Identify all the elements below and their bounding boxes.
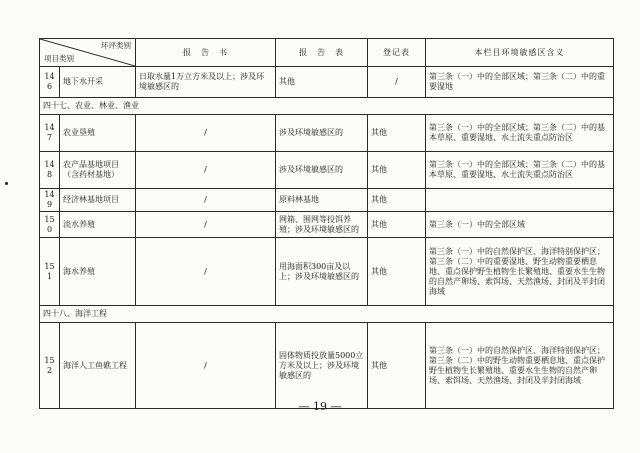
row-number: 146 [40, 67, 60, 98]
report-book-cell: / [136, 212, 276, 238]
sensitive-area-cell: 第三条（一）中的自然保护区、海洋特别保护区；第三条（二）中的野生动物重要栖息地、重点保护野生植物生长繁殖地、重要水生生物的自然产卵场、索饵场、天然渔场、封闭及半封闭海域 [426, 323, 614, 409]
register-cell: 其他 [368, 115, 426, 152]
table-header-row [40, 39, 614, 67]
row-number: 149 [40, 189, 60, 212]
report-book-cell: / [136, 189, 276, 212]
header-report-book: 报 告 书 [136, 39, 276, 67]
sensitive-area-cell: 第三条（一）中的全部区域；第三条（二）中的基本草原、重要湿地、水土流失重点防治区 [426, 115, 614, 152]
section-row [40, 306, 614, 323]
row-number: 151 [40, 238, 60, 306]
report-book-cell: / [136, 323, 276, 409]
table-row [40, 115, 614, 152]
sensitive-area-cell: 第三条（一）中的全部区域 [426, 212, 614, 238]
header-report-table: 报 告 表 [276, 39, 368, 67]
table-row [40, 152, 614, 189]
report-book-cell: 日取水量1万立方米及以上；涉及环境敏感区的 [136, 67, 276, 98]
sensitive-area-cell: 第三条（一）中的自然保护区、海洋特别保护区；第三条（二）中的重要湿地、野生动物重要栖息地、重点保护野生植物生长繁殖地、重要水生生物的自然产卵场、索饵场、天然渔场、封闭及半封闭海域 [426, 238, 614, 306]
report-book-cell: / [136, 115, 276, 152]
table-row [40, 323, 614, 409]
report-table-cell: 固体物质投放量5000立方米及以上；涉及环境敏感区的 [276, 323, 368, 409]
project-name: 经济林基地项目 [60, 189, 136, 212]
page-number: — 19 — [298, 400, 342, 413]
table-row [40, 212, 614, 238]
scan-speck [5, 182, 8, 185]
table-row [40, 67, 614, 98]
register-cell: 其他 [368, 189, 426, 212]
report-table-cell: 原料林基地 [276, 189, 368, 212]
report-book-cell: / [136, 152, 276, 189]
register-cell: / [368, 67, 426, 98]
register-cell: 其他 [368, 323, 426, 409]
table-row [40, 189, 614, 212]
report-table-cell: 涉及环境敏感区的 [276, 115, 368, 152]
report-table-cell: 其他 [276, 67, 368, 98]
project-name: 农业垦殖 [60, 115, 136, 152]
register-cell: 其他 [368, 152, 426, 189]
sensitive-area-cell: 第三条（一）中的全部区域；第三条（二）中的重要湿地 [426, 67, 614, 98]
section-title: 四十七、农业、林业、渔业 [40, 98, 614, 115]
project-name: 海洋人工鱼礁工程 [60, 323, 136, 409]
eia-category-table [39, 38, 614, 409]
report-table-cell: 用海面积300亩及以上；涉及环境敏感区的 [276, 238, 368, 306]
report-table-cell: 网箱、围网等投饵养殖；涉及环境敏感区的 [276, 212, 368, 238]
row-number: 148 [40, 152, 60, 189]
table-row [40, 238, 614, 306]
header-register: 登记表 [368, 39, 426, 67]
diagonal-header-cell [40, 39, 136, 67]
row-number: 147 [40, 115, 60, 152]
section-row [40, 98, 614, 115]
project-name: 淡水养殖 [60, 212, 136, 238]
register-cell: 其他 [368, 238, 426, 306]
header-sensitive-area: 本栏目环境敏感区含义 [426, 39, 614, 67]
header-eia-category: 环评类别 [101, 41, 131, 50]
project-name: 地下水开采 [60, 67, 136, 98]
row-number: 152 [40, 323, 60, 409]
sensitive-area-cell: 第三条（一）中的全部区域；第三条（二）中的基本草原、重要湿地、水土流失重点防治区 [426, 152, 614, 189]
header-project-category: 项目类别 [44, 54, 74, 63]
project-name: 农产品基地项目（含药材基地） [60, 152, 136, 189]
project-name: 海水养殖 [60, 238, 136, 306]
register-cell: 其他 [368, 212, 426, 238]
report-table-cell: 涉及环境敏感区的 [276, 152, 368, 189]
row-number: 150 [40, 212, 60, 238]
sensitive-area-cell [426, 189, 614, 212]
section-title: 四十八、海洋工程 [40, 306, 614, 323]
report-book-cell: / [136, 238, 276, 306]
